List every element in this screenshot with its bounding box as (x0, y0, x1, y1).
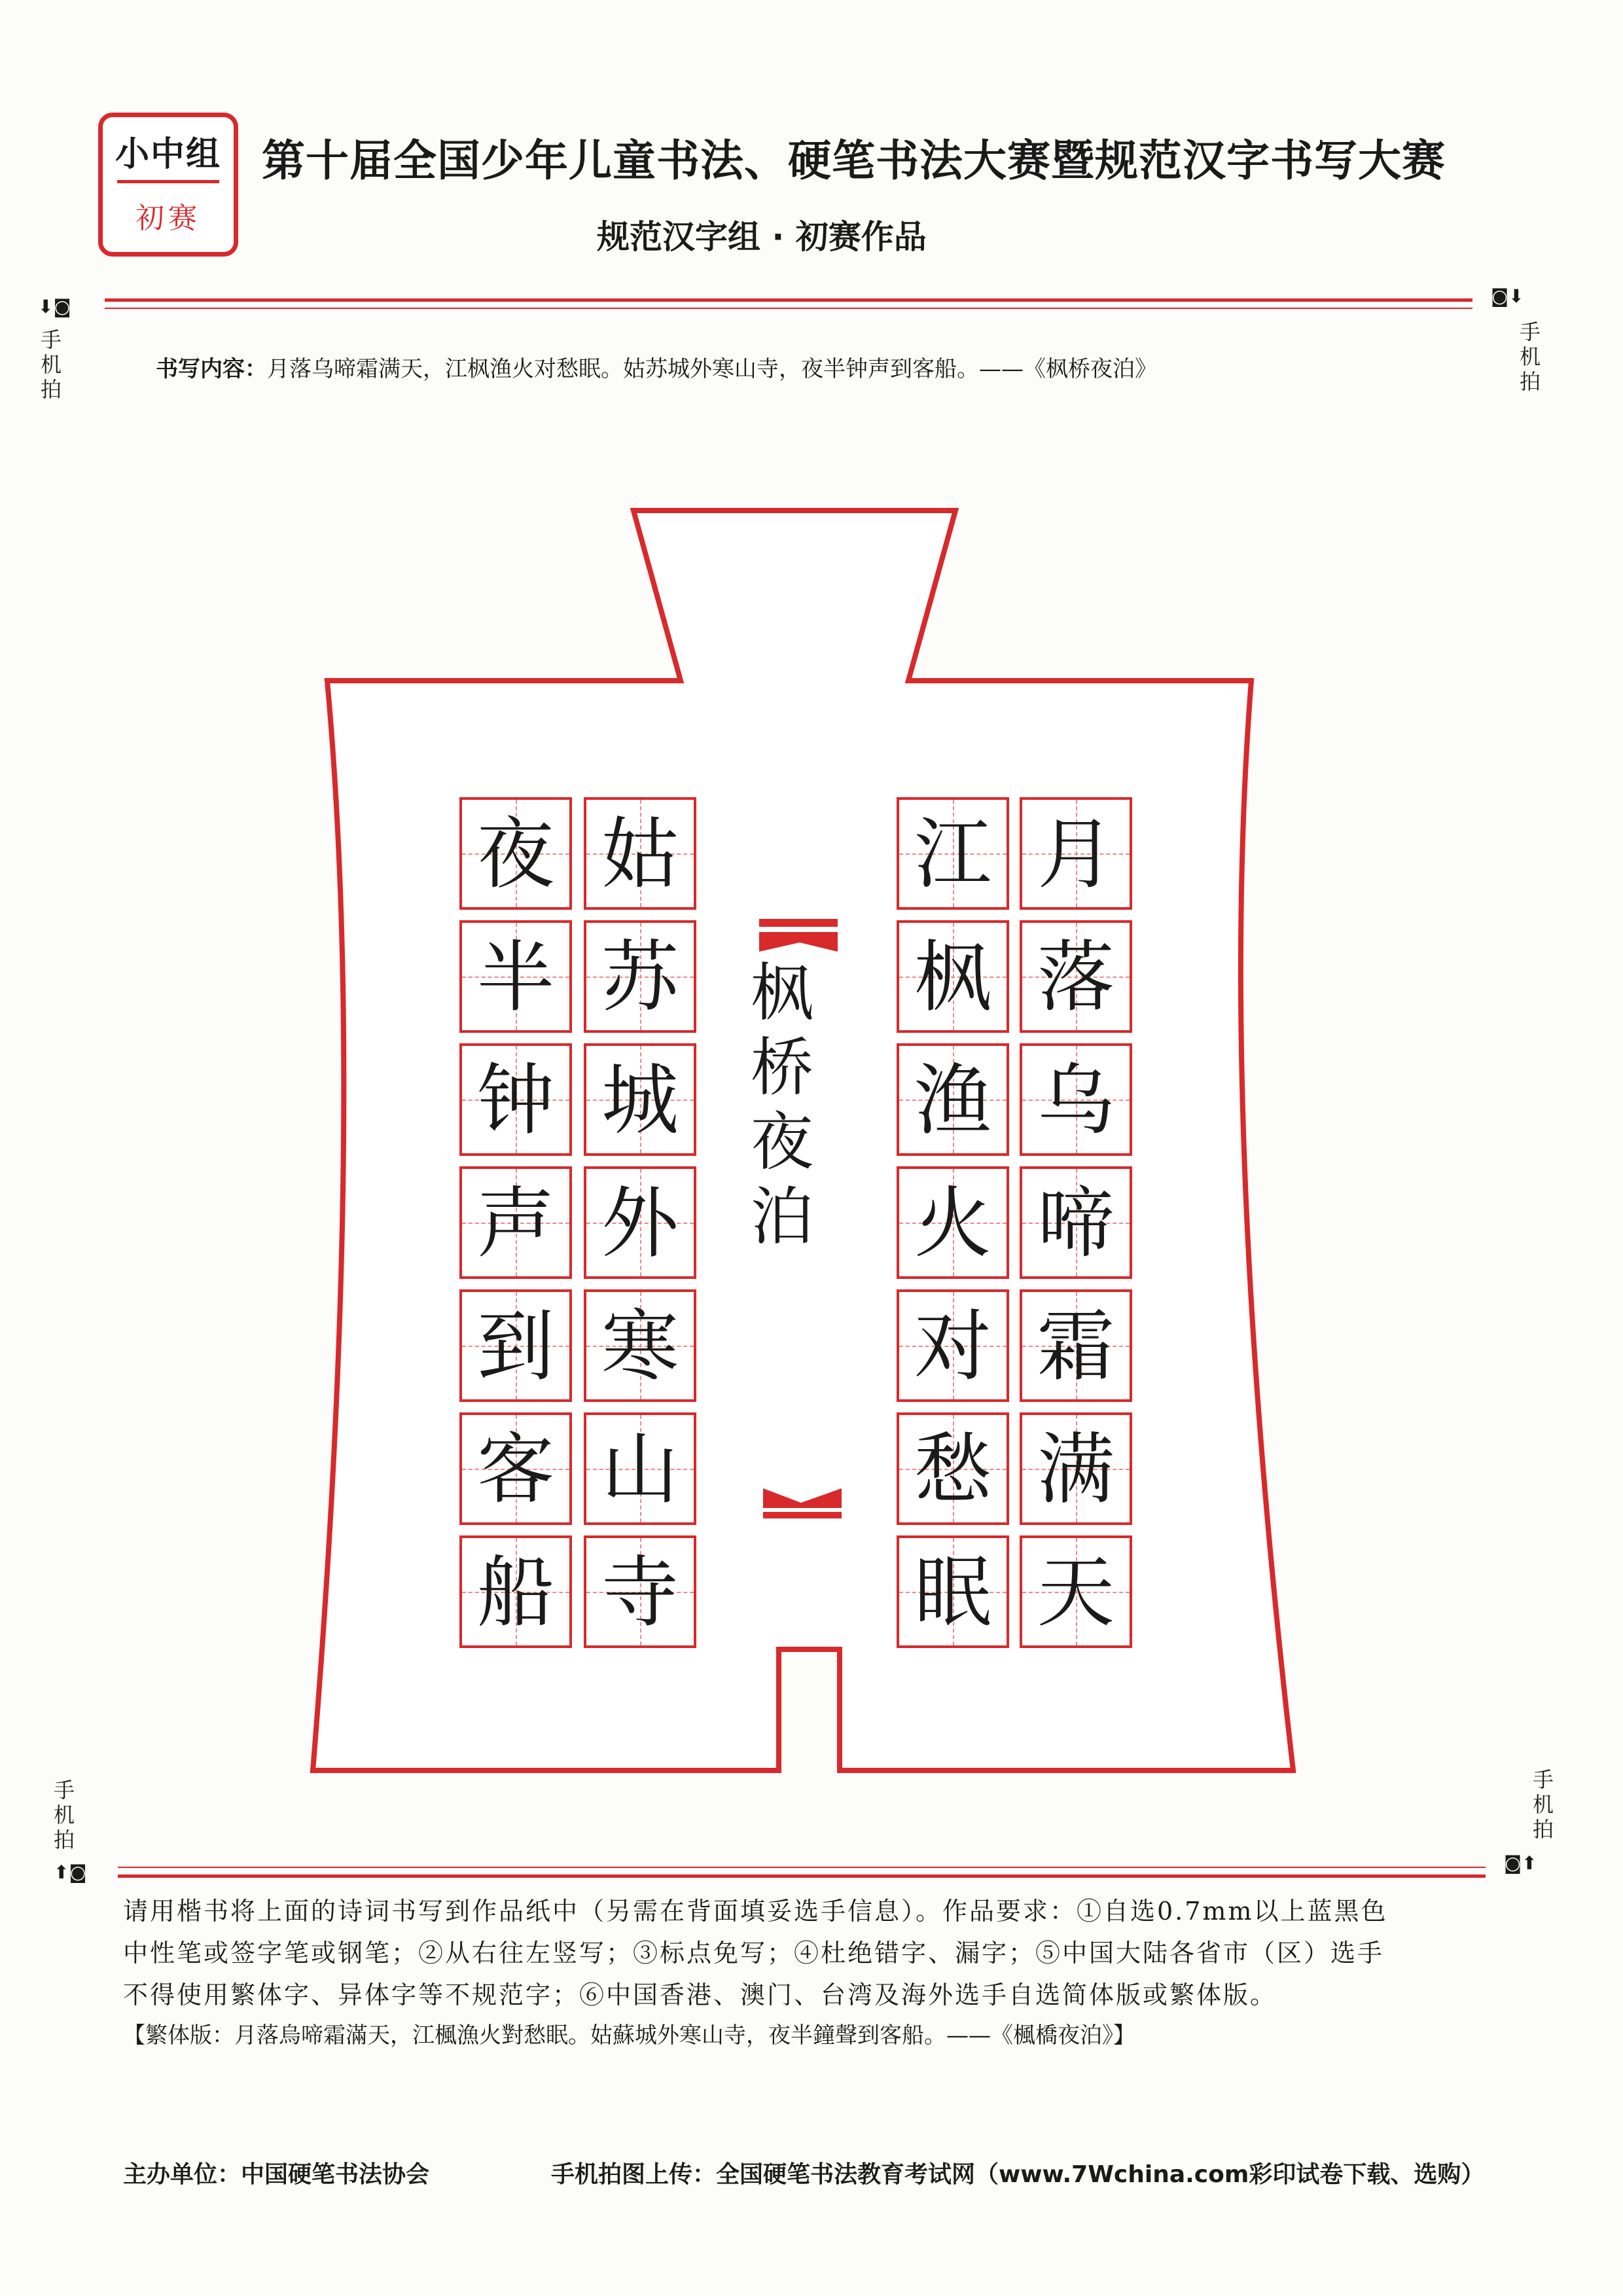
grid-cell (459, 797, 572, 910)
handwritten-char: 愁 (914, 1424, 991, 1515)
photo-marker-right-top: 手机拍 (1519, 319, 1541, 394)
grid-cell (459, 1535, 572, 1648)
grid-cell (584, 797, 696, 910)
grid-cell (1020, 1166, 1132, 1279)
handwritten-char: 枫 (914, 932, 991, 1022)
handwritten-char: 半 (476, 932, 554, 1022)
grid-cell (459, 920, 572, 1033)
handwritten-char: 姑 (601, 809, 679, 899)
artwork-title-char: 桥 (751, 1031, 813, 1104)
handwritten-char: 声 (476, 1178, 554, 1268)
handwritten-char: 山 (601, 1424, 679, 1515)
grid-cell (584, 1535, 696, 1648)
handwritten-char: 渔 (914, 1055, 991, 1145)
handwritten-char: 夜 (476, 809, 554, 899)
handwritten-char: 苏 (601, 932, 679, 1022)
handwritten-char: 啼 (1037, 1178, 1115, 1268)
badge-stage-label: 初赛 (135, 202, 201, 235)
artwork-title-char: 泊 (751, 1180, 813, 1253)
bottom-rule (118, 1874, 1486, 1878)
page-title: 第十届全国少年儿童书法、硬笔书法大赛暨规范汉字书写大赛 (262, 135, 1446, 186)
artwork-title-char: 枫 (751, 956, 813, 1030)
handwritten-char: 霜 (1037, 1301, 1115, 1391)
handwritten-char: 寺 (601, 1547, 679, 1638)
grid-cell (897, 1043, 1009, 1156)
grid-cell (459, 1166, 572, 1279)
grid-cell (459, 1412, 572, 1525)
grid-cell (459, 1043, 572, 1156)
grid-cell (897, 797, 1009, 910)
footer-upload: 手机拍图上传：全国硬笔书法教育考试网（www.7Wchina.com彩印试卷下载、选购） (551, 2161, 1485, 2188)
handwritten-char: 客 (476, 1424, 554, 1515)
grid-cell (1020, 1043, 1132, 1156)
photo-marker-right-bottom: 手机拍 (1532, 1767, 1554, 1842)
handwritten-char: 寒 (601, 1301, 679, 1391)
instruction-line: 不得使用繁体字、异体字等不规范字；⑥中国香港、澳门、台湾及海外选手自选简体版或繁体版。 (123, 1981, 1277, 2009)
artwork-title-char: 夜 (751, 1105, 813, 1179)
badge-group-label: 小中组 (115, 135, 221, 174)
grid-cell (584, 1166, 696, 1279)
grid-cell (1020, 1289, 1132, 1402)
page-subtitle: 规范汉字组 · 初赛作品 (597, 218, 927, 256)
grid-cell (897, 920, 1009, 1033)
handwritten-char: 城 (601, 1055, 679, 1145)
handwritten-char: 眠 (914, 1547, 991, 1638)
handwritten-char: 满 (1037, 1424, 1115, 1515)
handwritten-char: 天 (1037, 1547, 1115, 1638)
camera-icon: ⬆◙ (54, 1861, 87, 1883)
grid-cell (1020, 1535, 1132, 1648)
bottom-rule-thin (118, 1867, 1486, 1868)
handwritten-char: 乌 (1037, 1055, 1115, 1145)
handwritten-char: 火 (914, 1178, 991, 1268)
camera-icon: ⬇◙ (38, 296, 71, 317)
instruction-line: 中性笔或签字笔或钢笔；②从右往左竖写；③标点免写；④杜绝错字、漏字；⑤中国大陆各省市（区）选手 (123, 1939, 1385, 1967)
photo-marker-left-bottom: 手机拍 (53, 1778, 75, 1852)
grid-cell (897, 1535, 1009, 1648)
handwritten-char: 船 (476, 1547, 554, 1638)
handwritten-char: 钟 (476, 1055, 554, 1145)
handwritten-char: 江 (914, 809, 991, 899)
camera-icon: ◙⬇ (1491, 285, 1524, 307)
grid-cell (1020, 920, 1132, 1033)
camera-icon: ◙⬆ (1504, 1852, 1537, 1874)
grid-cell (897, 1166, 1009, 1279)
handwritten-char: 外 (601, 1178, 679, 1268)
content-label: 书写内容： (156, 356, 267, 382)
handwritten-char: 对 (914, 1301, 991, 1391)
grid-cell (897, 1412, 1009, 1525)
grid-cell (897, 1289, 1009, 1402)
photo-marker-left-top: 手机拍 (40, 327, 62, 402)
instruction-line: 请用楷书将上面的诗词书写到作品纸中（另需在背面填妥选手信息）。作品要求：①自选0.7mm以上蓝黑色 (123, 1897, 1388, 1926)
grid-cell (1020, 1412, 1132, 1525)
artwork-title (746, 956, 818, 1254)
grid-cell (1020, 797, 1132, 910)
handwritten-char: 月 (1037, 809, 1115, 899)
grid-cell (459, 1289, 572, 1402)
content-text: 月落乌啼霜满天，江枫渔火对愁眠。姑苏城外寒山寺，夜半钟声到客船。——《枫桥夜泊》 (267, 356, 1157, 382)
footer-organizer: 主办单位：中国硬笔书法协会 (123, 2161, 430, 2188)
grid-cell (584, 1289, 696, 1402)
handwritten-char: 到 (476, 1301, 554, 1391)
grid-cell (584, 1412, 696, 1525)
instructions (123, 1890, 1497, 2016)
grid-cell (584, 1043, 696, 1156)
grid-cell (584, 920, 696, 1033)
traditional-version: 【繁体版：月落烏啼霜滿天，江楓漁火對愁眠。姑蘇城外寒山寺，夜半鐘聲到客船。——《楓橋夜泊》】 (123, 2022, 1135, 2049)
handwritten-char: 落 (1037, 932, 1115, 1022)
